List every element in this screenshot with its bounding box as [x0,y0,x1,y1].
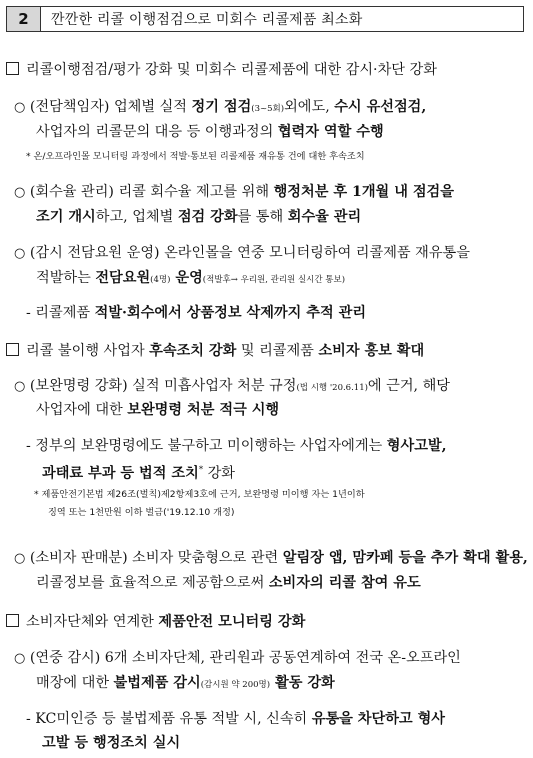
item-1-3-dash: - 리콜제품 적발·회수에서 상품정보 삭제까지 추적 관리 [26,305,367,321]
circle-bullet-icon: ○ [14,551,26,566]
item-2-2-line-1: ○ (소비자 판매분) 소비자 맞춤형으로 관련 알림장 앱, 맘카페 등을 추가 확대 활용, [14,550,528,566]
item-3-1-dash-line-2: 고발 등 행정조치 실시 [42,735,181,751]
item-1-1-line-1: ○ (전담책임자) 업체별 실적 정기 점검(3~5회)외에도, 수시 유선점검, [14,99,427,115]
circle-bullet-icon: ○ [14,185,26,200]
item-3-1-dash-line-1: - KC미인증 등 불법제품 유통 적발 시, 신속히 유통을 차단하고 형사 [26,711,445,727]
item-3-1-line-1: ○ (연중 감시) 6개 소비자단체, 관리원과 공동연계하여 전국 온-오프라인 [14,650,461,666]
item-2-1-dash-line-1: - 정부의 보완명령에도 불구하고 미이행하는 사업자에게는 형사고발, [26,438,447,454]
item-1-3-line-1: ○ (감시 전담요원 운영) 온라인몰을 연중 모니터링하여 리콜제품 재유통을 [14,245,470,261]
item-2-2-line-2: 리콜정보를 효율적으로 제공함으로써 소비자의 리콜 참여 유도 [36,575,421,591]
section-2-heading: 리콜 불이행 사업자 후속조치 강화 및 리콜제품 소비자 홍보 확대 [6,341,424,361]
circle-bullet-icon: ○ [14,651,26,666]
item-1-2-line-2: 조기 개시하고, 업체별 점검 강화를 통해 회수율 관리 [36,209,362,225]
section-1-heading: 리콜이행점검/평가 강화 및 미회수 리콜제품에 대한 감시·차단 강화 [6,60,437,80]
square-bullet-icon [6,62,19,75]
section-3-heading: 소비자단체와 연계한 제품안전 모니터링 강화 [6,612,305,632]
square-bullet-icon [6,614,19,627]
item-1-2-line-1: ○ (회수율 관리) 리콜 회수율 제고를 위해 행정처분 후 1개월 내 점검을 [14,184,454,200]
item-2-1-line-1: ○ (보완명령 강화) 실적 미흡사업자 처분 규정(법 시행 '20.6.11)에 근거, 해당 [14,378,450,394]
section-number: 2 [7,7,41,31]
section-title: 깐깐한 리콜 이행점검으로 미회수 리콜제품 최소화 [51,12,363,28]
item-1-1-footnote: * 온/오프라인몰 모니터링 과정에서 적발·통보된 리콜제품 재유통 건에 대한 후속조치 [26,151,365,162]
item-1-1-line-2: 사업자의 리콜문의 대응 등 이행과정의 협력자 역할 수행 [36,124,384,140]
item-1-3-line-2: 적발하는 전담요원(4명) 운영(적발후→ 우리원, 관리원 실시간 통보) [36,270,346,286]
item-2-1-footnote-line-2: 징역 또는 1천만원 이하 벌금('19.12.10 개정) [48,507,235,518]
circle-bullet-icon: ○ [14,379,26,394]
square-bullet-icon [6,343,19,356]
item-2-1-footnote-line-1: * 제품안전기본법 제26조(벌칙)제2항제3호에 근거, 보완명령 미이행 자는 1년이하 [34,489,365,500]
item-2-1-line-2: 사업자에 대한 보완명령 처분 적극 시행 [36,402,280,418]
item-3-1-line-2: 매장에 대한 불법제품 감시(감시원 약 200명) 활동 강화 [36,675,335,691]
section-title-box [6,6,524,32]
item-2-1-dash-line-2: 과태료 부과 등 법적 조치* 강화 [42,465,235,482]
circle-bullet-icon: ○ [14,100,26,115]
circle-bullet-icon: ○ [14,246,26,261]
